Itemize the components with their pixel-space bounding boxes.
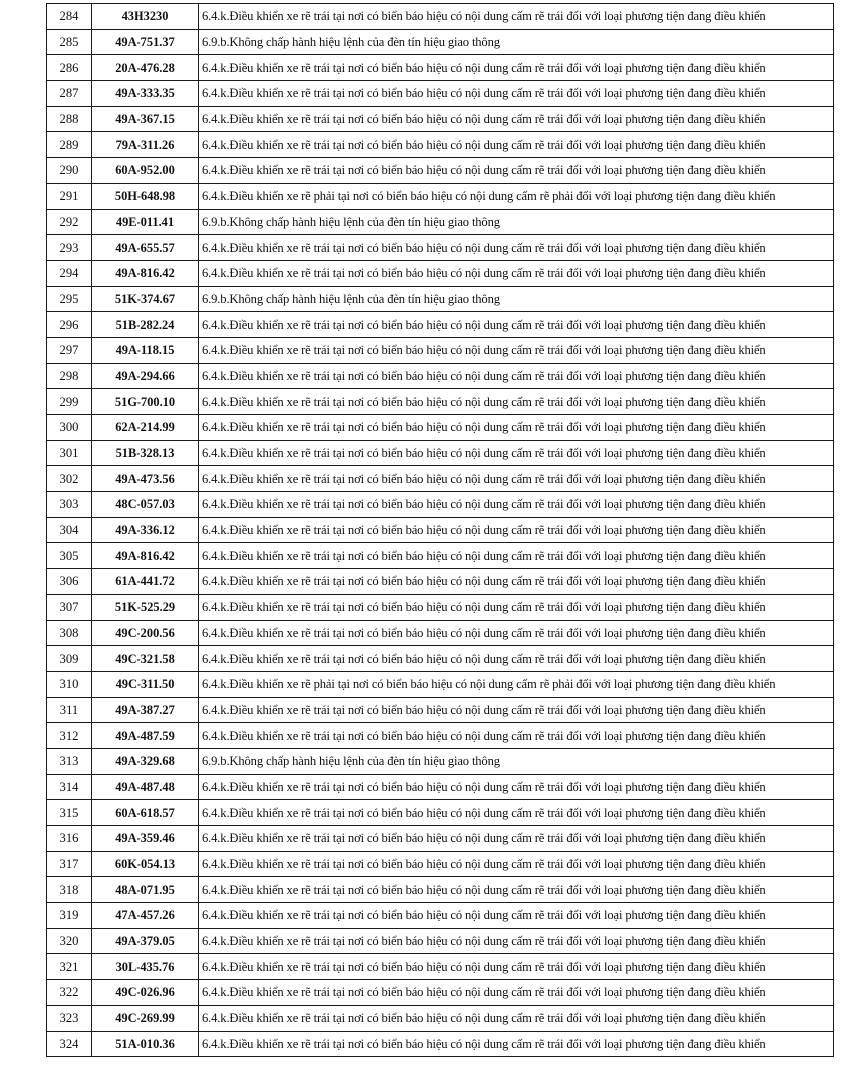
table-row xyxy=(47,4,834,30)
table-row xyxy=(47,337,834,363)
row-number-cell: 303 xyxy=(47,492,92,518)
violation-description-cell: 6.4.k.Điều khiển xe rẽ trái tại nơi có biển báo hiệu có nội dung cấm rẽ trái đối với loại phương tiện đang điều khiển xyxy=(199,389,834,415)
table-row xyxy=(47,594,834,620)
violation-description-cell: 6.4.k.Điều khiển xe rẽ phải tại nơi có biển báo hiệu có nội dung cấm rẽ phải đối với loại phương tiện đang điều khiển xyxy=(199,183,834,209)
row-number-cell: 300 xyxy=(47,415,92,441)
table-row xyxy=(47,748,834,774)
table-row xyxy=(47,980,834,1006)
license-plate-cell: 61A-441.72 xyxy=(92,569,199,595)
violation-table xyxy=(46,3,834,1057)
license-plate-cell: 47A-457.26 xyxy=(92,903,199,929)
table-row xyxy=(47,826,834,852)
row-number-cell: 291 xyxy=(47,183,92,209)
row-number-cell: 307 xyxy=(47,594,92,620)
license-plate-cell: 49A-751.37 xyxy=(92,29,199,55)
row-number-cell: 304 xyxy=(47,517,92,543)
license-plate-cell: 51B-328.13 xyxy=(92,440,199,466)
license-plate-cell: 48C-057.03 xyxy=(92,492,199,518)
license-plate-cell: 49A-329.68 xyxy=(92,748,199,774)
violation-description-cell: 6.4.k.Điều khiển xe rẽ trái tại nơi có biển báo hiệu có nội dung cấm rẽ trái đối với loại phương tiện đang điều khiển xyxy=(199,363,834,389)
table-row xyxy=(47,440,834,466)
row-number-cell: 302 xyxy=(47,466,92,492)
license-plate-cell: 43H3230 xyxy=(92,4,199,30)
row-number-cell: 318 xyxy=(47,877,92,903)
table-row xyxy=(47,903,834,929)
license-plate-cell: 49A-655.57 xyxy=(92,235,199,261)
violation-description-cell: 6.4.k.Điều khiển xe rẽ trái tại nơi có biển báo hiệu có nội dung cấm rẽ trái đối với loại phương tiện đang điều khiển xyxy=(199,312,834,338)
table-row xyxy=(47,29,834,55)
table-row xyxy=(47,1031,834,1057)
table-row xyxy=(47,928,834,954)
table-row xyxy=(47,235,834,261)
violation-description-cell: 6.4.k.Điều khiển xe rẽ trái tại nơi có biển báo hiệu có nội dung cấm rẽ trái đối với loại phương tiện đang điều khiển xyxy=(199,158,834,184)
violation-description-cell: 6.4.k.Điều khiển xe rẽ trái tại nơi có biển báo hiệu có nội dung cấm rẽ trái đối với loại phương tiện đang điều khiển xyxy=(199,569,834,595)
violation-description-cell: 6.4.k.Điều khiển xe rẽ trái tại nơi có biển báo hiệu có nội dung cấm rẽ trái đối với loại phương tiện đang điều khiển xyxy=(199,337,834,363)
table-row xyxy=(47,260,834,286)
row-number-cell: 311 xyxy=(47,697,92,723)
table-row xyxy=(47,569,834,595)
violation-description-cell: 6.9.b.Không chấp hành hiệu lệnh của đèn tín hiệu giao thông xyxy=(199,209,834,235)
violation-description-cell: 6.4.k.Điều khiển xe rẽ trái tại nơi có biển báo hiệu có nội dung cấm rẽ trái đối với loại phương tiện đang điều khiển xyxy=(199,4,834,30)
license-plate-cell: 49E-011.41 xyxy=(92,209,199,235)
row-number-cell: 292 xyxy=(47,209,92,235)
license-plate-cell: 49C-321.58 xyxy=(92,646,199,672)
row-number-cell: 286 xyxy=(47,55,92,81)
table-row xyxy=(47,774,834,800)
row-number-cell: 305 xyxy=(47,543,92,569)
row-number-cell: 317 xyxy=(47,851,92,877)
license-plate-cell: 60A-618.57 xyxy=(92,800,199,826)
violation-description-cell: 6.4.k.Điều khiển xe rẽ trái tại nơi có biển báo hiệu có nội dung cấm rẽ trái đối với loại phương tiện đang điều khiển xyxy=(199,826,834,852)
license-plate-cell: 49A-487.48 xyxy=(92,774,199,800)
row-number-cell: 314 xyxy=(47,774,92,800)
row-number-cell: 320 xyxy=(47,928,92,954)
license-plate-cell: 49C-269.99 xyxy=(92,1005,199,1031)
row-number-cell: 288 xyxy=(47,106,92,132)
violation-description-cell: 6.4.k.Điều khiển xe rẽ trái tại nơi có biển báo hiệu có nội dung cấm rẽ trái đối với loại phương tiện đang điều khiển xyxy=(199,851,834,877)
license-plate-cell: 50H-648.98 xyxy=(92,183,199,209)
violation-table-body xyxy=(47,4,834,1057)
license-plate-cell: 48A-071.95 xyxy=(92,877,199,903)
table-row xyxy=(47,954,834,980)
violation-description-cell: 6.4.k.Điều khiển xe rẽ trái tại nơi có biển báo hiệu có nội dung cấm rẽ trái đối với loại phương tiện đang điều khiển xyxy=(199,466,834,492)
license-plate-cell: 20A-476.28 xyxy=(92,55,199,81)
license-plate-cell: 49A-816.42 xyxy=(92,543,199,569)
violation-description-cell: 6.4.k.Điều khiển xe rẽ trái tại nơi có biển báo hiệu có nội dung cấm rẽ trái đối với loại phương tiện đang điều khiển xyxy=(199,1031,834,1057)
row-number-cell: 321 xyxy=(47,954,92,980)
table-row xyxy=(47,389,834,415)
violation-description-cell: 6.4.k.Điều khiển xe rẽ trái tại nơi có biển báo hiệu có nội dung cấm rẽ trái đối với loại phương tiện đang điều khiển xyxy=(199,1005,834,1031)
table-row xyxy=(47,851,834,877)
license-plate-cell: 79A-311.26 xyxy=(92,132,199,158)
row-number-cell: 297 xyxy=(47,337,92,363)
violation-description-cell: 6.4.k.Điều khiển xe rẽ trái tại nơi có biển báo hiệu có nội dung cấm rẽ trái đối với loại phương tiện đang điều khiển xyxy=(199,55,834,81)
violation-description-cell: 6.4.k.Điều khiển xe rẽ trái tại nơi có biển báo hiệu có nội dung cấm rẽ trái đối với loại phương tiện đang điều khiển xyxy=(199,415,834,441)
table-row xyxy=(47,209,834,235)
table-row xyxy=(47,492,834,518)
license-plate-cell: 49A-359.46 xyxy=(92,826,199,852)
table-row xyxy=(47,646,834,672)
row-number-cell: 298 xyxy=(47,363,92,389)
license-plate-cell: 49A-816.42 xyxy=(92,260,199,286)
violation-description-cell: 6.4.k.Điều khiển xe rẽ trái tại nơi có biển báo hiệu có nội dung cấm rẽ trái đối với loại phương tiện đang điều khiển xyxy=(199,260,834,286)
table-row xyxy=(47,183,834,209)
row-number-cell: 301 xyxy=(47,440,92,466)
license-plate-cell: 49C-200.56 xyxy=(92,620,199,646)
row-number-cell: 309 xyxy=(47,646,92,672)
table-row xyxy=(47,158,834,184)
license-plate-cell: 49A-379.05 xyxy=(92,928,199,954)
table-row xyxy=(47,312,834,338)
license-plate-cell: 51A-010.36 xyxy=(92,1031,199,1057)
row-number-cell: 290 xyxy=(47,158,92,184)
license-plate-cell: 62A-214.99 xyxy=(92,415,199,441)
row-number-cell: 322 xyxy=(47,980,92,1006)
row-number-cell: 306 xyxy=(47,569,92,595)
violation-description-cell: 6.4.k.Điều khiển xe rẽ trái tại nơi có biển báo hiệu có nội dung cấm rẽ trái đối với loại phương tiện đang điều khiển xyxy=(199,928,834,954)
table-row xyxy=(47,81,834,107)
row-number-cell: 294 xyxy=(47,260,92,286)
violation-description-cell: 6.4.k.Điều khiển xe rẽ trái tại nơi có biển báo hiệu có nội dung cấm rẽ trái đối với loại phương tiện đang điều khiển xyxy=(199,492,834,518)
violation-description-cell: 6.4.k.Điều khiển xe rẽ trái tại nơi có biển báo hiệu có nội dung cấm rẽ trái đối với loại phương tiện đang điều khiển xyxy=(199,774,834,800)
row-number-cell: 287 xyxy=(47,81,92,107)
license-plate-cell: 49A-387.27 xyxy=(92,697,199,723)
license-plate-cell: 49A-333.35 xyxy=(92,81,199,107)
license-plate-cell: 60K-054.13 xyxy=(92,851,199,877)
table-row xyxy=(47,877,834,903)
violation-description-cell: 6.4.k.Điều khiển xe rẽ trái tại nơi có biển báo hiệu có nội dung cấm rẽ trái đối với loại phương tiện đang điều khiển xyxy=(199,646,834,672)
table-row xyxy=(47,286,834,312)
violation-description-cell: 6.4.k.Điều khiển xe rẽ trái tại nơi có biển báo hiệu có nội dung cấm rẽ trái đối với loại phương tiện đang điều khiển xyxy=(199,106,834,132)
row-number-cell: 313 xyxy=(47,748,92,774)
table-row xyxy=(47,466,834,492)
row-number-cell: 323 xyxy=(47,1005,92,1031)
license-plate-cell: 49A-473.56 xyxy=(92,466,199,492)
violation-description-cell: 6.4.k.Điều khiển xe rẽ trái tại nơi có biển báo hiệu có nội dung cấm rẽ trái đối với loại phương tiện đang điều khiển xyxy=(199,594,834,620)
violation-description-cell: 6.4.k.Điều khiển xe rẽ trái tại nơi có biển báo hiệu có nội dung cấm rẽ trái đối với loại phương tiện đang điều khiển xyxy=(199,81,834,107)
table-row xyxy=(47,132,834,158)
row-number-cell: 299 xyxy=(47,389,92,415)
row-number-cell: 308 xyxy=(47,620,92,646)
violation-description-cell: 6.4.k.Điều khiển xe rẽ trái tại nơi có biển báo hiệu có nội dung cấm rẽ trái đối với loại phương tiện đang điều khiển xyxy=(199,697,834,723)
row-number-cell: 312 xyxy=(47,723,92,749)
license-plate-cell: 30L-435.76 xyxy=(92,954,199,980)
violation-description-cell: 6.4.k.Điều khiển xe rẽ trái tại nơi có biển báo hiệu có nội dung cấm rẽ trái đối với loại phương tiện đang điều khiển xyxy=(199,517,834,543)
violation-description-cell: 6.4.k.Điều khiển xe rẽ trái tại nơi có biển báo hiệu có nội dung cấm rẽ trái đối với loại phương tiện đang điều khiển xyxy=(199,543,834,569)
table-row xyxy=(47,543,834,569)
license-plate-cell: 49A-294.66 xyxy=(92,363,199,389)
table-row xyxy=(47,800,834,826)
table-row xyxy=(47,106,834,132)
row-number-cell: 319 xyxy=(47,903,92,929)
violation-description-cell: 6.4.k.Điều khiển xe rẽ trái tại nơi có biển báo hiệu có nội dung cấm rẽ trái đối với loại phương tiện đang điều khiển xyxy=(199,723,834,749)
violation-description-cell: 6.9.b.Không chấp hành hiệu lệnh của đèn tín hiệu giao thông xyxy=(199,286,834,312)
row-number-cell: 285 xyxy=(47,29,92,55)
license-plate-cell: 49A-367.15 xyxy=(92,106,199,132)
violation-description-cell: 6.4.k.Điều khiển xe rẽ trái tại nơi có biển báo hiệu có nội dung cấm rẽ trái đối với loại phương tiện đang điều khiển xyxy=(199,954,834,980)
row-number-cell: 310 xyxy=(47,671,92,697)
row-number-cell: 316 xyxy=(47,826,92,852)
license-plate-cell: 49A-118.15 xyxy=(92,337,199,363)
license-plate-cell: 51B-282.24 xyxy=(92,312,199,338)
row-number-cell: 295 xyxy=(47,286,92,312)
row-number-cell: 296 xyxy=(47,312,92,338)
table-row xyxy=(47,55,834,81)
violation-description-cell: 6.4.k.Điều khiển xe rẽ phải tại nơi có biển báo hiệu có nội dung cấm rẽ phải đối với loại phương tiện đang điều khiển xyxy=(199,671,834,697)
row-number-cell: 289 xyxy=(47,132,92,158)
row-number-cell: 293 xyxy=(47,235,92,261)
license-plate-cell: 49C-311.50 xyxy=(92,671,199,697)
license-plate-cell: 49A-336.12 xyxy=(92,517,199,543)
license-plate-cell: 51K-374.67 xyxy=(92,286,199,312)
table-row xyxy=(47,1005,834,1031)
violation-description-cell: 6.4.k.Điều khiển xe rẽ trái tại nơi có biển báo hiệu có nội dung cấm rẽ trái đối với loại phương tiện đang điều khiển xyxy=(199,877,834,903)
violation-description-cell: 6.4.k.Điều khiển xe rẽ trái tại nơi có biển báo hiệu có nội dung cấm rẽ trái đối với loại phương tiện đang điều khiển xyxy=(199,903,834,929)
license-plate-cell: 51G-700.10 xyxy=(92,389,199,415)
license-plate-cell: 49A-487.59 xyxy=(92,723,199,749)
table-row xyxy=(47,620,834,646)
table-row xyxy=(47,697,834,723)
table-row xyxy=(47,671,834,697)
violation-description-cell: 6.4.k.Điều khiển xe rẽ trái tại nơi có biển báo hiệu có nội dung cấm rẽ trái đối với loại phương tiện đang điều khiển xyxy=(199,440,834,466)
violation-description-cell: 6.4.k.Điều khiển xe rẽ trái tại nơi có biển báo hiệu có nội dung cấm rẽ trái đối với loại phương tiện đang điều khiển xyxy=(199,132,834,158)
license-plate-cell: 49C-026.96 xyxy=(92,980,199,1006)
table-row xyxy=(47,517,834,543)
table-row xyxy=(47,415,834,441)
violation-description-cell: 6.4.k.Điều khiển xe rẽ trái tại nơi có biển báo hiệu có nội dung cấm rẽ trái đối với loại phương tiện đang điều khiển xyxy=(199,980,834,1006)
violation-description-cell: 6.9.b.Không chấp hành hiệu lệnh của đèn tín hiệu giao thông xyxy=(199,748,834,774)
violation-description-cell: 6.4.k.Điều khiển xe rẽ trái tại nơi có biển báo hiệu có nội dung cấm rẽ trái đối với loại phương tiện đang điều khiển xyxy=(199,620,834,646)
row-number-cell: 315 xyxy=(47,800,92,826)
violation-description-cell: 6.9.b.Không chấp hành hiệu lệnh của đèn tín hiệu giao thông xyxy=(199,29,834,55)
row-number-cell: 284 xyxy=(47,4,92,30)
violation-description-cell: 6.4.k.Điều khiển xe rẽ trái tại nơi có biển báo hiệu có nội dung cấm rẽ trái đối với loại phương tiện đang điều khiển xyxy=(199,800,834,826)
row-number-cell: 324 xyxy=(47,1031,92,1057)
table-row xyxy=(47,723,834,749)
license-plate-cell: 51K-525.29 xyxy=(92,594,199,620)
license-plate-cell: 60A-952.00 xyxy=(92,158,199,184)
table-row xyxy=(47,363,834,389)
violation-description-cell: 6.4.k.Điều khiển xe rẽ trái tại nơi có biển báo hiệu có nội dung cấm rẽ trái đối với loại phương tiện đang điều khiển xyxy=(199,235,834,261)
